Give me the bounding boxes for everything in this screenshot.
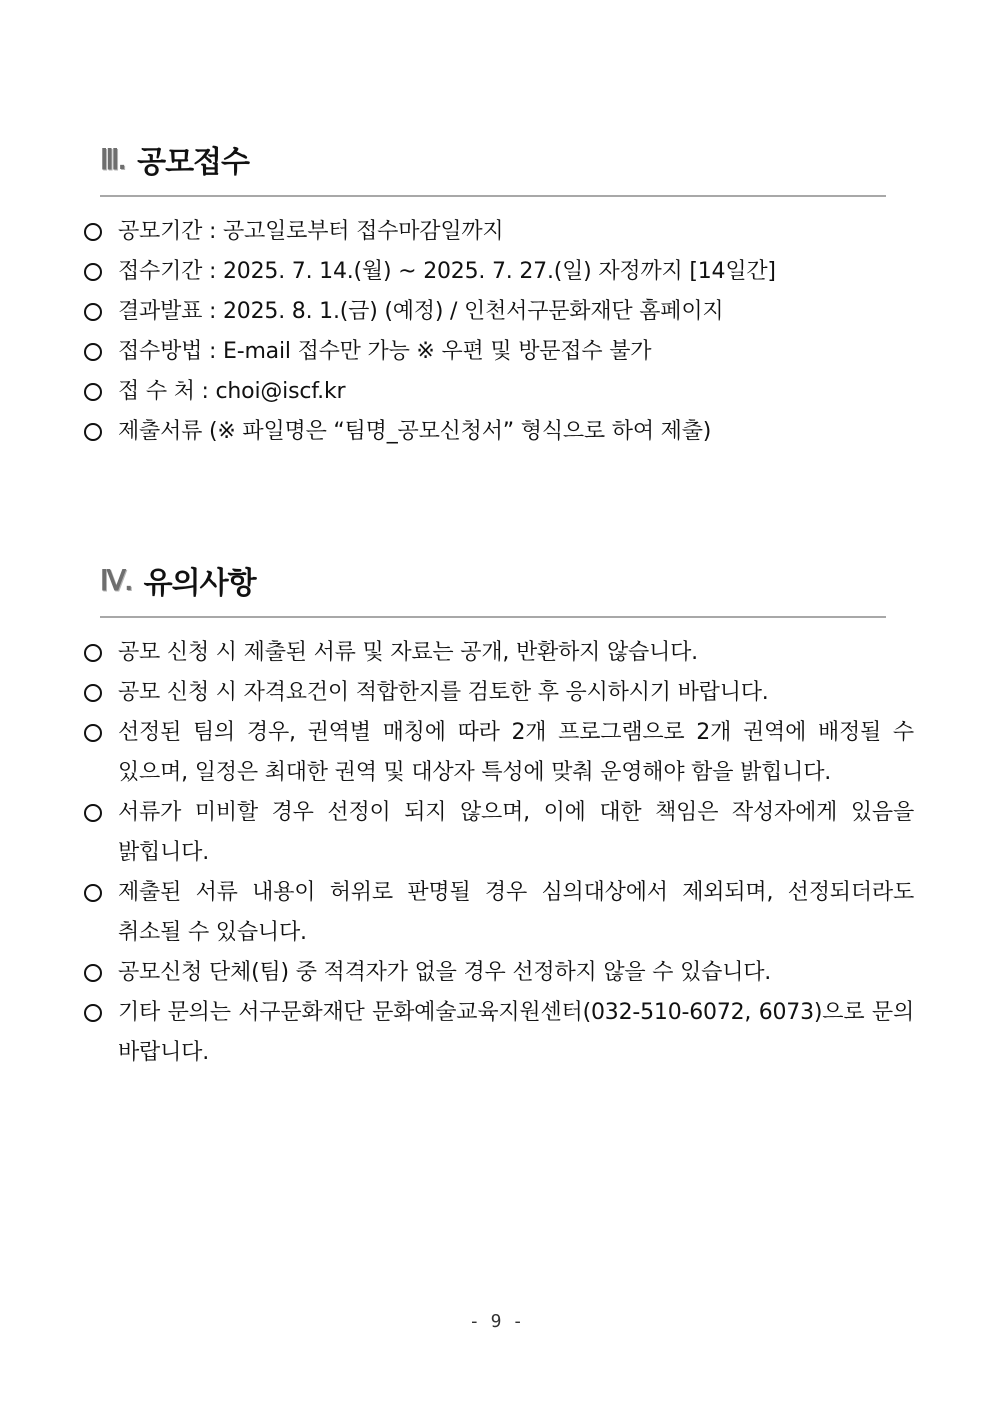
- list-item-text: 접수방법 : E-mail 접수만 가능 ※ 우편 및 방문접수 불가: [118, 339, 652, 364]
- list-item: [82, 713, 914, 793]
- circle-bullet-icon: [84, 423, 102, 441]
- section-3-list: [82, 212, 914, 452]
- list-item-text: 기타 문의는 서구문화재단 문화예술교육지원센터(032-510-6072, 6073)으로 문의 바랍니다.: [118, 1000, 914, 1065]
- circle-bullet-icon: [84, 383, 102, 401]
- circle-bullet-icon: [84, 804, 102, 822]
- section-4-heading: [100, 555, 256, 605]
- circle-bullet-icon: [84, 223, 102, 241]
- section-4-title: 유의사항: [143, 566, 256, 601]
- circle-bullet-icon: [84, 684, 102, 702]
- list-item-text: 접수기간 : 2025. 7. 14.(월) ~ 2025. 7. 27.(일) 자정까지 [14일간]: [118, 259, 776, 284]
- section-3-heading: [100, 134, 249, 184]
- list-item-text: 제출서류 (※ 파일명은 “팀명_공모신청서” 형식으로 하여 제출): [118, 419, 712, 444]
- list-item: [82, 633, 914, 673]
- circle-bullet-icon: [84, 644, 102, 662]
- list-item: [82, 252, 914, 292]
- section-3-divider: [100, 195, 886, 197]
- circle-bullet-icon: [84, 964, 102, 982]
- circle-bullet-icon: [84, 303, 102, 321]
- list-item-text: 서류가 미비할 경우 선정이 되지 않으며, 이에 대한 책임은 작성자에게 있음을 밝힙니다.: [118, 800, 914, 865]
- circle-bullet-icon: [84, 1004, 102, 1022]
- circle-bullet-icon: [84, 343, 102, 361]
- circle-bullet-icon: [84, 263, 102, 281]
- circle-bullet-icon: [84, 724, 102, 742]
- list-item: [82, 993, 914, 1073]
- list-item: [82, 873, 914, 953]
- list-item-text: 제출된 서류 내용이 허위로 판명될 경우 심의대상에서 제외되며, 선정되더라도 취소될 수 있습니다.: [118, 880, 914, 945]
- list-item: [82, 673, 914, 713]
- list-item-text: 결과발표 : 2025. 8. 1.(금) (예정) / 인천서구문화재단 홈페이지: [118, 299, 724, 324]
- list-item: [82, 372, 914, 412]
- list-item-text: 선정된 팀의 경우, 권역별 매칭에 따라 2개 프로그램으로 2개 권역에 배정될 수 있으며, 일정은 최대한 권역 및 대상자 특성에 맞춰 운영해야 함을 밝힙니다.: [118, 720, 914, 785]
- list-item-text: 공모신청 단체(팀) 중 적격자가 없을 경우 선정하지 않을 수 있습니다.: [118, 960, 772, 985]
- list-item-text: 공모기간 : 공고일로부터 접수마감일까지: [118, 219, 504, 244]
- list-item: [82, 292, 914, 332]
- section-3-title: 공모접수: [137, 145, 250, 180]
- list-item: [82, 212, 914, 252]
- section-4-list: [82, 633, 914, 1073]
- list-item: [82, 953, 914, 993]
- list-item: [82, 793, 914, 873]
- list-item: [82, 412, 914, 452]
- section-4-numeral: Ⅳ.: [100, 564, 132, 596]
- list-item-text: 접 수 처 : choi@iscf.kr: [118, 379, 346, 404]
- section-4-divider: [100, 616, 886, 618]
- section-3-numeral: Ⅲ.: [100, 143, 126, 175]
- list-item-text: 공모 신청 시 제출된 서류 및 자료는 공개, 반환하지 않습니다.: [118, 640, 698, 665]
- circle-bullet-icon: [84, 884, 102, 902]
- list-item: [82, 332, 914, 372]
- page-number: - 9 -: [468, 1311, 524, 1332]
- list-item-text: 공모 신청 시 자격요건이 적합한지를 검토한 후 응시하시기 바랍니다.: [118, 680, 769, 705]
